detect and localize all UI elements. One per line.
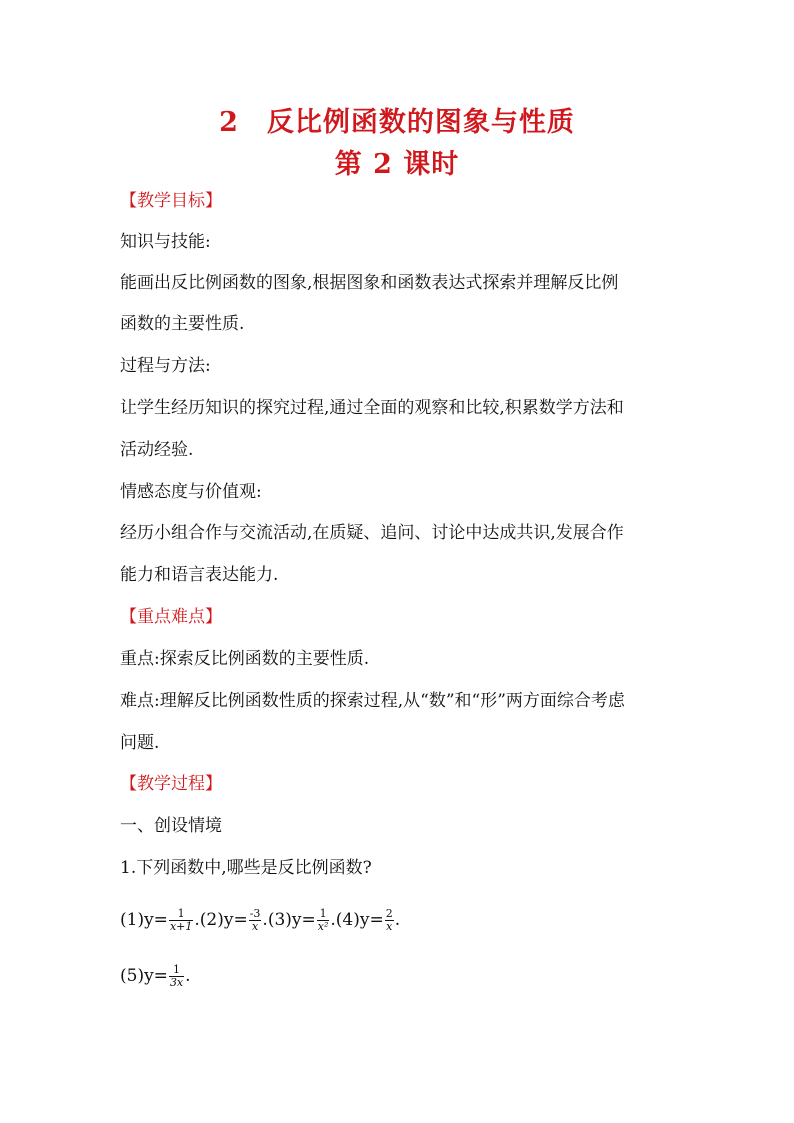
formula-2-numerator: -3 xyxy=(249,907,261,920)
lesson-subtitle: 第 2 课时 xyxy=(334,149,460,180)
emotion-label: 情感态度与价值观: xyxy=(120,482,262,502)
question-1: 1.下列函数中,哪些是反比例函数? xyxy=(120,858,372,878)
formula-3-prefix: (3)y= xyxy=(267,910,316,930)
formula-1-denominator: x+1 xyxy=(169,920,193,933)
formula-5-denominator: 3x xyxy=(169,976,184,989)
formula-4-fraction xyxy=(385,908,394,933)
formula-1-numerator: 1 xyxy=(169,908,193,921)
formula-4-suffix: . xyxy=(394,910,401,930)
formula-4-numerator: 2 xyxy=(385,907,393,920)
process-text-1: 让学生经历知识的探究过程,通过全面的观察和比较,积累数学方法和 xyxy=(120,398,624,418)
formula-5-numerator: 1 xyxy=(169,964,184,977)
formula-5-suffix: . xyxy=(185,966,191,986)
difficult-point-2: 问题. xyxy=(120,733,160,753)
emotion-text-2: 能力和语言表达能力. xyxy=(120,565,279,585)
formula-1-suffix: . xyxy=(194,910,200,930)
process-text-2: 活动经验. xyxy=(120,440,194,460)
formula-3-numerator: 1 xyxy=(317,908,330,921)
formula-row-2 xyxy=(120,964,191,989)
formula-3-denominator: x² xyxy=(317,920,329,933)
emotion-text-1: 经历小组合作与交流活动,在质疑、追问、讨论中达成共识,发展合作 xyxy=(120,523,624,543)
knowledge-label: 知识与技能: xyxy=(120,232,211,252)
formula-5-prefix: (5)y= xyxy=(120,966,168,986)
formula-3-suffix: . xyxy=(330,910,336,930)
formula-2-fraction xyxy=(249,908,262,933)
key-heading: 【重点难点】 xyxy=(120,607,222,627)
part-one-heading: 一、创设情境 xyxy=(120,816,222,836)
formula-1-fraction xyxy=(169,908,193,933)
formula-1-prefix: (1)y= xyxy=(120,910,168,930)
key-point: 重点:探索反比例函数的主要性质. xyxy=(120,649,370,669)
teaching-process-heading: 【教学过程】 xyxy=(120,774,222,794)
formula-4-prefix: (4)y= xyxy=(335,910,384,930)
formula-2-denominator: x xyxy=(251,920,259,933)
formula-2-prefix: (2)y= xyxy=(199,910,248,930)
formula-3-fraction xyxy=(317,908,330,933)
lesson-title: 2 反比例函数的图象与性质 xyxy=(219,107,575,138)
process-label: 过程与方法: xyxy=(120,356,211,376)
formula-5-fraction xyxy=(169,964,184,989)
formula-2-suffix: . xyxy=(262,910,268,930)
difficult-point-1: 难点:理解反比例函数性质的探索过程,从“数”和“形”两方面综合考虑 xyxy=(120,691,625,711)
knowledge-text-2: 函数的主要性质. xyxy=(120,314,245,334)
objectives-heading: 【教学目标】 xyxy=(120,191,222,211)
knowledge-text-1: 能画出反比例函数的图象,根据图象和函数表达式探索并理解反比例 xyxy=(120,273,619,293)
formula-row-1 xyxy=(120,908,400,933)
formula-4-denominator: x xyxy=(386,920,393,933)
